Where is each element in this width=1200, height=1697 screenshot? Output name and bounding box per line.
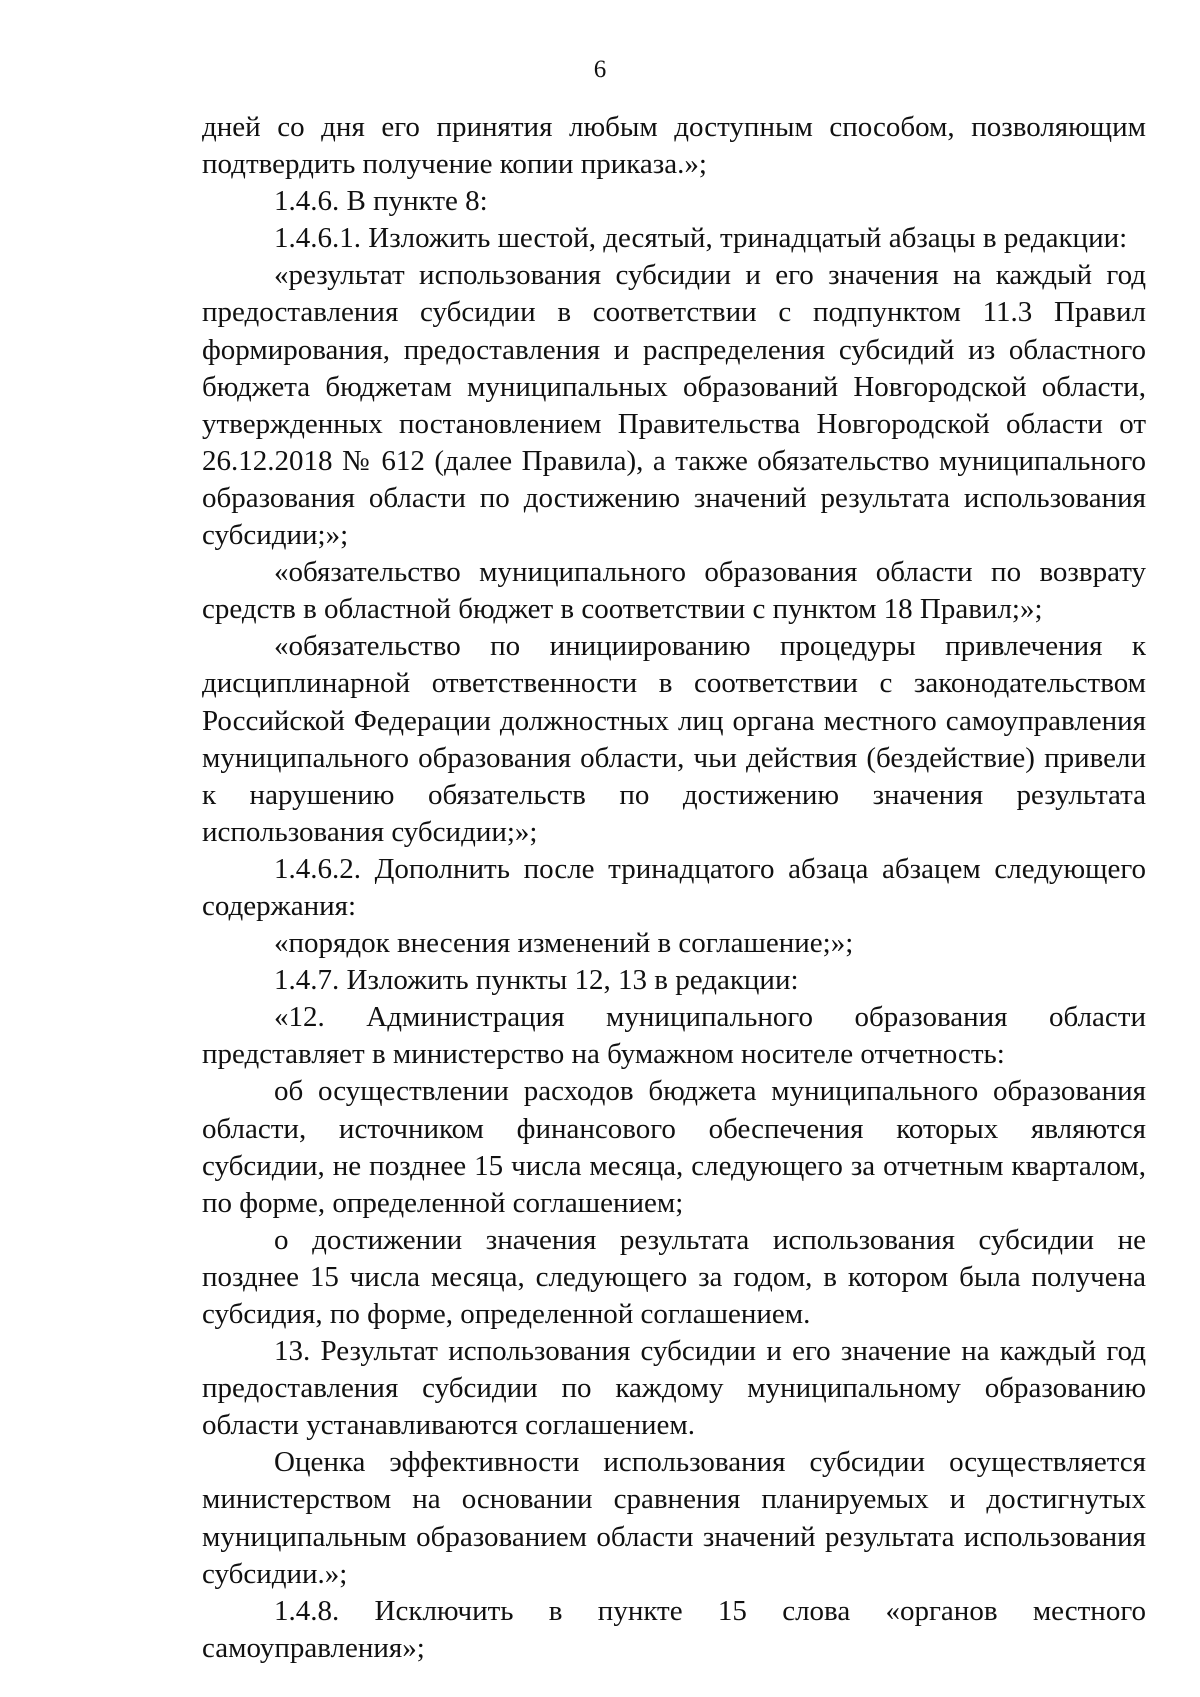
paragraph-efficiency-assessment: Оценка эффективности использования субсидии осуществляется министерством на основании сравнения планируемых и достигнутых муниципальным образованием области значений результата использования субсидии.»; (202, 1446, 1146, 1590)
paragraph-item-1-4-6-2: 1.4.6.2. Дополнить после тринадцатого абзаца абзацем следующего содержания: (202, 852, 1146, 922)
paragraph-report-result: о достижении значения результата использования субсидии не позднее 15 числа месяца, следующего за годом, в котором была получена субсидия, по форме, определенной соглашением. (202, 1223, 1146, 1330)
paragraph-quote-return-obligation: «обязательство муниципального образования области по возврату средств в областной бюджет в соответствии с пунктом 18 Правил;»; (202, 556, 1146, 626)
paragraph-item-1-4-7: 1.4.7. Изложить пункты 12, 13 в редакции: (274, 964, 799, 997)
document-body (202, 109, 1146, 1667)
paragraph-quote-disciplinary: «обязательство по инициированию процедуры привлечения к дисциплинарной ответственности в соответствии с законодательством Российской Федерации должностных лиц органа местного самоуправления муниципального образования области, чьи действия (бездействие) привели к нарушению обязательств по достижению значения результата использования субсидии;»; (202, 630, 1146, 848)
paragraph-item-1-4-8: 1.4.8. Исключить в пункте 15 слова «органов местного самоуправления»; (202, 1594, 1146, 1664)
paragraph-point-13: 13. Результат использования субсидии и его значение на каждый год предоставления субсидии по каждому муниципальному образованию области устанавливаются соглашением. (202, 1335, 1146, 1442)
paragraph-point-12: «12. Администрация муниципального образования области представляет в министерство на бумажном носителе отчетность: (202, 1001, 1146, 1071)
paragraph-quote-result: «результат использования субсидии и его значения на каждый год предоставления субсидии в соответствии с подпунктом 11.3 Правил формирования, предоставления и распределения субсидий из областного бюджета бюджетам муниципальных образований Новгородской области, утвержденных постановлением Правительства Новгородской области от 26.12.2018 № 612 (далее Правила), а также обязательство муниципального образования области по достижению значений результата использования субсидии;»; (202, 259, 1146, 552)
paragraph-item-1-4-6-1: 1.4.6.1. Изложить шестой, десятый, тринадцатый абзацы в редакции: (274, 222, 1128, 255)
page-number: 6 (593, 56, 607, 83)
paragraph-item-1-4-6: 1.4.6. В пункте 8: (274, 185, 488, 218)
paragraph-continuation: дней со дня его принятия любым доступным способом, позволяющим подтвердить получение копии приказа.»; (202, 111, 1146, 181)
paragraph-report-expenses: об осуществлении расходов бюджета муниципального образования области, источником финансового обеспечения которых являются субсидии, не позднее 15 числа месяца, следующего за отчетным кварталом, по форме, определенной соглашением; (202, 1075, 1146, 1219)
paragraph-quote-amendment-procedure: «порядок внесения изменений в соглашение;»; (274, 927, 854, 960)
